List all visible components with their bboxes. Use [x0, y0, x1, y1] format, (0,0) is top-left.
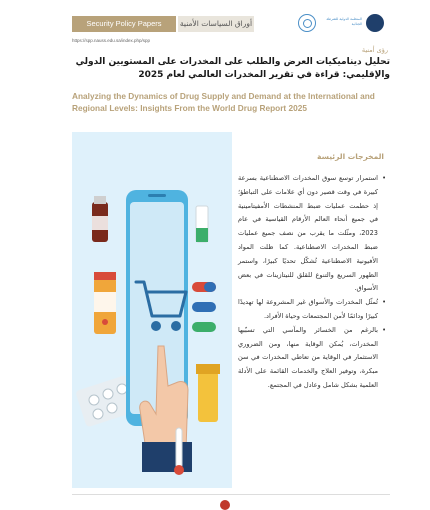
footer-divider — [72, 494, 390, 495]
title-arabic: تحليل ديناميكيات العرض والطلب على المخدرات على المستويين الدولي والإقليمي: قراءة في تقرير المخدرات العالمي لعام 2025 — [75, 57, 390, 80]
pill-bottle-icon — [94, 272, 116, 334]
series-tag-en: Security Policy Papers — [72, 16, 176, 32]
illustration — [72, 132, 232, 488]
document-page — [62, 8, 392, 508]
thermometer-icon — [174, 428, 184, 475]
page-marker-icon — [220, 500, 230, 510]
pill-bottle-icon — [196, 364, 220, 422]
series-tag-ar: أوراق السياسات الأمنية — [178, 16, 254, 32]
key-findings — [232, 146, 390, 466]
capsule-icon — [192, 282, 216, 332]
pill-bottle-icon — [92, 196, 108, 242]
pill-bottle-icon — [196, 206, 208, 242]
logo-text: المنظمة الدولية للشرطة الجنائية — [326, 17, 362, 26]
section-kicker: رؤى أمنية — [361, 46, 388, 54]
un-emblem-icon — [298, 14, 316, 32]
university-logo-icon — [366, 14, 384, 32]
list-item: • تُمثّل المخدرات والأسواق غير المشروعة لها تهديدًا كبيرًا ودائمًا لأمن المجتمعات وحياة الأفراد. — [238, 296, 386, 324]
list-item: • استمرار توسع سوق المخدرات الاصطناعية بسرعة كبيرة في وقت قصير دون أي علامات على التباطؤ؛ إذ حطمت عمليات ضبط المنشطات الأمفيتامينية في جميع أنحاء العالم الأرقام القياسية في عام 2023، ومثّلت ما يقرب من نصف جميع عمليات ضبط المخدرات الاصطناعية. كما ظلت المواد الأفيونية الاصطناعية تُشكّل تحديًا كبيرًا، واستمر الظهور السريع والتنوع للقلق للنيتازينات في بعض الأسواق. — [238, 172, 386, 296]
list-item: • بالرغم من الخسائر والمآسي التي تسبّبها المخدرات، يُمكن الوقاية منها، ومن الضروري الاستثمار في الوقاية من تعاطي المخدرات في سن مبكرة، وتوفير العلاج والخدمات القائمة على الأدلة العلمية بشكل شامل وعادل في المجتمع. — [238, 324, 386, 393]
page-header — [62, 12, 392, 36]
findings-title: المخرجات الرئيسة — [317, 152, 384, 161]
findings-list — [238, 172, 386, 393]
logo-strip — [258, 14, 388, 34]
journal-url[interactable]: https://spp.nauss.edu.sa/index.php/spp — [72, 38, 151, 43]
online-drug-market-illustration — [72, 132, 232, 488]
title-english: Analyzing the Dynamics of Drug Supply and Demand at the International and Regional Levels: Insights From the World Drug Report 2025 — [72, 91, 375, 113]
